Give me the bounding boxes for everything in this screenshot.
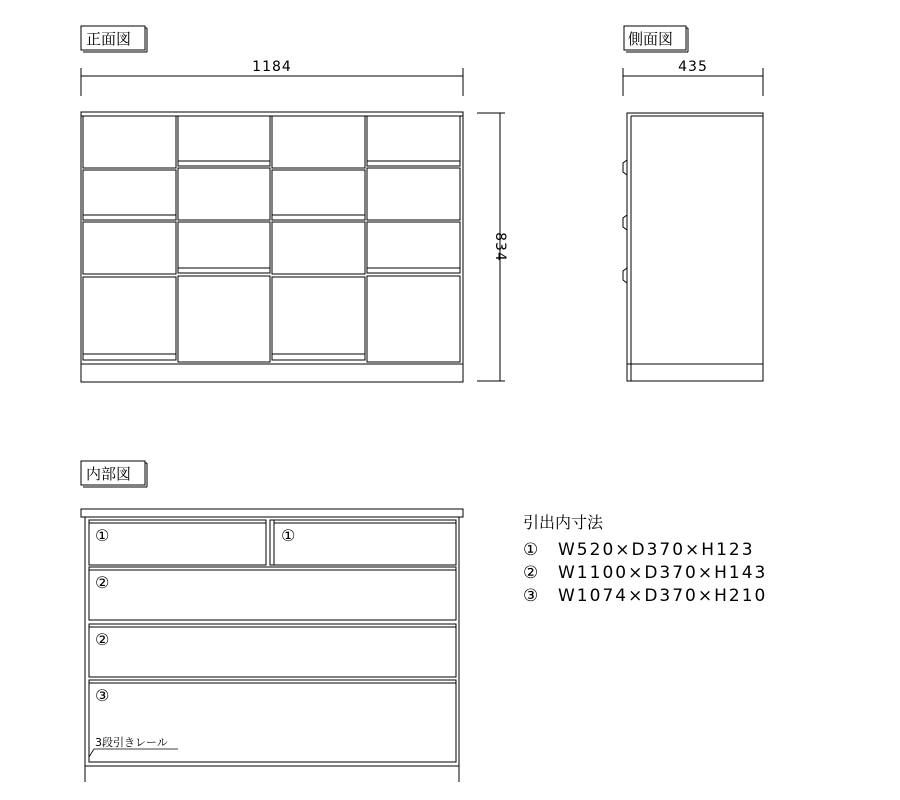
spec-row-1-text: W520×D370×H123 (558, 540, 755, 560)
interior-view-title (81, 461, 147, 487)
spec-row-1-num: ① (523, 540, 541, 560)
spec-heading: 引出内寸法 (523, 513, 604, 532)
height-dimension (477, 113, 508, 381)
front-view (81, 112, 463, 382)
width-dimension-text: 1184 (252, 59, 292, 75)
spec-row-3-num: ③ (523, 586, 541, 606)
side-view-title (624, 26, 688, 52)
drawer-2b-label: ② (95, 630, 110, 649)
drawer-1-right-label: ① (281, 526, 296, 545)
front-view-title-text: 正面図 (86, 30, 132, 48)
rail-note: 3段引きレール (95, 736, 168, 749)
side-view-title-text: 側面図 (628, 30, 674, 48)
interior-view-title-text: 内部図 (86, 465, 132, 483)
depth-dimension-text: 435 (678, 59, 708, 75)
drawer-spec (523, 513, 767, 606)
spec-row-2-text: W1100×D370×H143 (558, 563, 768, 583)
spec-row-3-text: W1074×D370×H210 (558, 586, 768, 606)
drawer-2a-label: ② (95, 573, 110, 592)
height-dimension-text: 834 (492, 232, 508, 262)
width-dimension (81, 59, 463, 96)
depth-dimension (623, 59, 763, 96)
drawer-1-left-label: ① (95, 526, 110, 545)
side-view (623, 113, 763, 381)
front-view-title (81, 26, 147, 52)
drawer-3-label: ③ (95, 686, 110, 705)
spec-row-2-num: ② (523, 563, 541, 583)
